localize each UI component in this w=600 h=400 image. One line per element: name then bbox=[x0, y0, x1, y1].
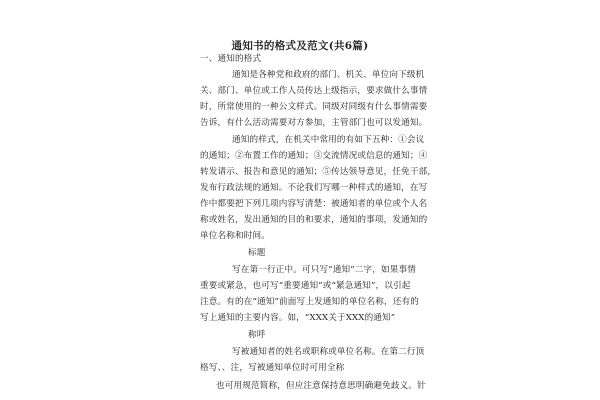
paragraph-line: 发布行政法规的通知。不论我们写哪一种样式的通知，在写 bbox=[200, 183, 428, 193]
subheading-salutation: 称呼 bbox=[248, 330, 266, 340]
paragraph-line: 写上通知的主要内容。如，“XXX关于XXX的通知” bbox=[200, 313, 396, 323]
document-title: 通知书的格式及范文(共6篇) bbox=[231, 40, 369, 52]
paragraph-line: 写被通知者的姓名或职称或单位名称。在第二行顶 bbox=[232, 347, 425, 357]
paragraph-line: 时，所常使用的一种公文样式。同级对同级有什么事情需要 bbox=[200, 102, 428, 112]
section-heading: 一、通知的格式 bbox=[200, 54, 262, 64]
paragraph-line: 单位名称和时间。 bbox=[200, 231, 270, 241]
paragraph-line: 注意。有的在“通知”前面写上发通知的单位名称，还有的 bbox=[200, 297, 419, 307]
subheading-title: 标题 bbox=[248, 248, 266, 258]
paragraph-line: 称或姓名，发出通知的目的和要求，通知的事项，发通知的 bbox=[200, 215, 428, 225]
paragraph-line: 通知的样式，在机关中常用的有如下五种：①会议 bbox=[232, 135, 425, 145]
paragraph-line: 通知是各种党和政府的部门、机关、单位向下级机 bbox=[232, 70, 425, 80]
paragraph-line: 写在第一行正中。可只写“通知”二字，如果事情 bbox=[232, 265, 416, 275]
paragraph-line: 的通知；②布置工作的通知；③交流情况或信息的通知；④ bbox=[200, 151, 428, 161]
paragraph-line: 转发请示、报告和意见的通知；⑤传达领导意见，任免干部， bbox=[200, 167, 437, 177]
paragraph-line: 也可用规范简称，但应注意保持意思明确避免歧义。针 bbox=[216, 381, 426, 391]
paragraph-line: 关、部门、单位或工作人员传达上级指示，要求做什么事情 bbox=[200, 86, 428, 96]
paragraph-line: 格写、、注，写被通知单位时可用全称 bbox=[200, 363, 345, 373]
paragraph-line: 作中都要把下列几项内容写清楚：被通知者的单位或个人名 bbox=[200, 199, 428, 209]
paragraph-line: 重要或紧急，也可写“重要通知”或“紧急通知”，以引起 bbox=[200, 281, 411, 291]
paragraph-line: 告诉，有什么活动需要对方参加，主管部门也可以发通知。 bbox=[200, 118, 428, 128]
